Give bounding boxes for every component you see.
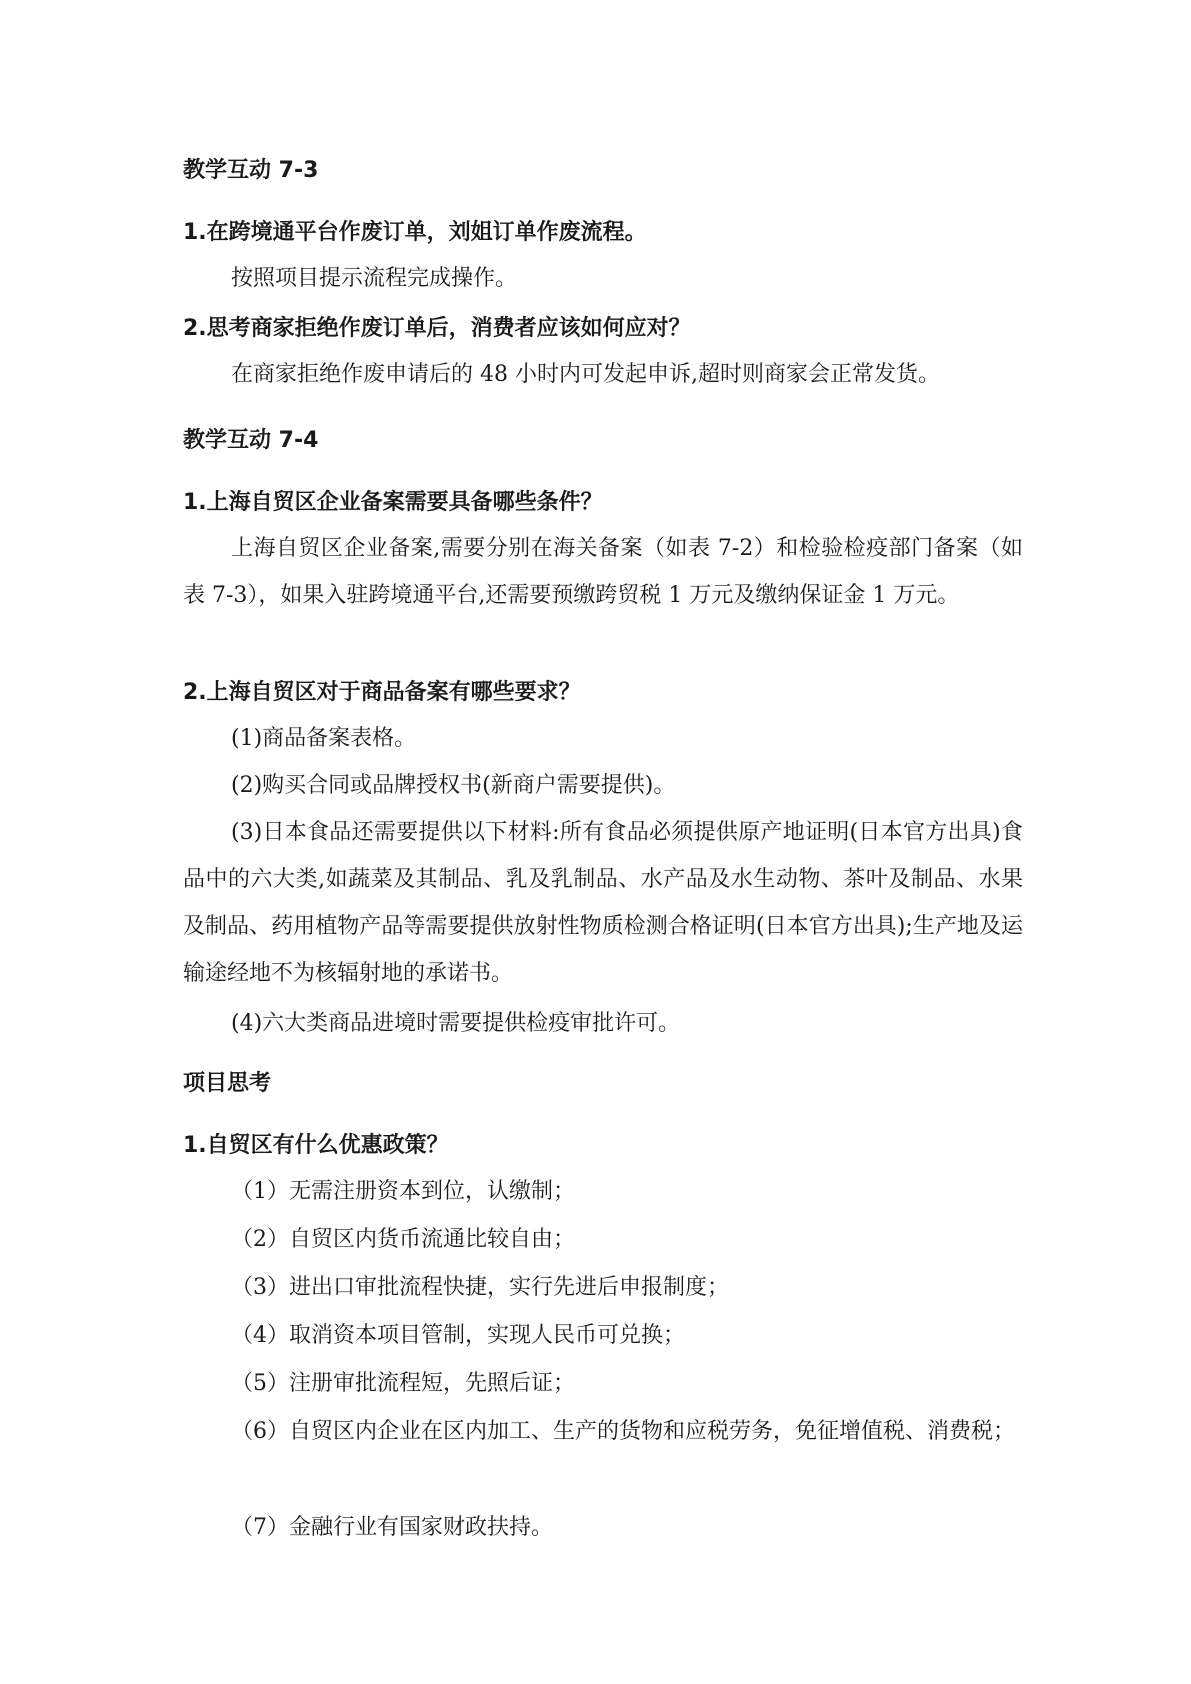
- question-heading: 1.在跨境通平台作废订单，刘姐订单作废流程。: [183, 220, 647, 245]
- answer-paragraph: （6）自贸区内企业在区内加工、生产的货物和应税劳务，免征增值税、消费税；: [231, 1419, 1015, 1444]
- question-heading: 2.上海自贸区对于商品备案有哪些要求？: [183, 680, 581, 705]
- section-title: 教学互动 7-3: [183, 158, 319, 183]
- question-heading: 2.思考商家拒绝作废订单后，消费者应该如何应对？: [183, 316, 691, 341]
- answer-paragraph: 上海自贸区企业备案,需要分别在海关备案（如表 7-2）和检验检疫部门备案（如表 7-3），如果入驻跨境通平台,还需要预缴跨贸税 1 万元及缴纳保证金 1 万元。: [183, 536, 1023, 608]
- answer-paragraph: （4）取消资本项目管制，实现人民币可兑换；: [231, 1323, 685, 1348]
- answer-paragraph: 按照项目提示流程完成操作。: [231, 266, 518, 291]
- answer-paragraph: （2）自贸区内货币流通比较自由；: [231, 1227, 575, 1252]
- answer-paragraph: (4)六大类商品进境时需要提供检疫审批许可。: [231, 1011, 681, 1036]
- answer-paragraph: (1)商品备案表格。: [231, 726, 417, 751]
- section-title: 教学互动 7-4: [183, 428, 319, 453]
- answer-paragraph: 在商家拒绝作废申请后的 48 小时内可发起申诉,超时则商家会正常发货。: [231, 362, 940, 387]
- question-heading: 1.上海自贸区企业备案需要具备哪些条件？: [183, 490, 603, 515]
- answer-paragraph: （7）金融行业有国家财政扶持。: [231, 1515, 553, 1540]
- answer-paragraph: （3）进出口审批流程快捷，实行先进后申报制度；: [231, 1275, 729, 1300]
- question-heading: 1.自贸区有什么优惠政策？: [183, 1133, 449, 1158]
- section-title: 项目思考: [183, 1071, 272, 1096]
- answer-paragraph: （1）无需注册资本到位，认缴制；: [231, 1179, 575, 1204]
- answer-paragraph: （5）注册审批流程短，先照后证；: [231, 1371, 575, 1396]
- answer-paragraph: (2)购买合同或品牌授权书(新商户需要提供)。: [231, 773, 676, 798]
- answer-paragraph: (3)日本食品还需要提供以下材料:所有食品必须提供原产地证明(日本官方出具)食品中的六大类,如蔬菜及其制品、乳及乳制品、水产品及水生动物、茶叶及制品、水果及制品、药用植物产品等需要提供放射性物质检测合格证明(日本官方出具);生产地及运输途经地不为核辐射地的承诺书。: [183, 820, 1023, 986]
